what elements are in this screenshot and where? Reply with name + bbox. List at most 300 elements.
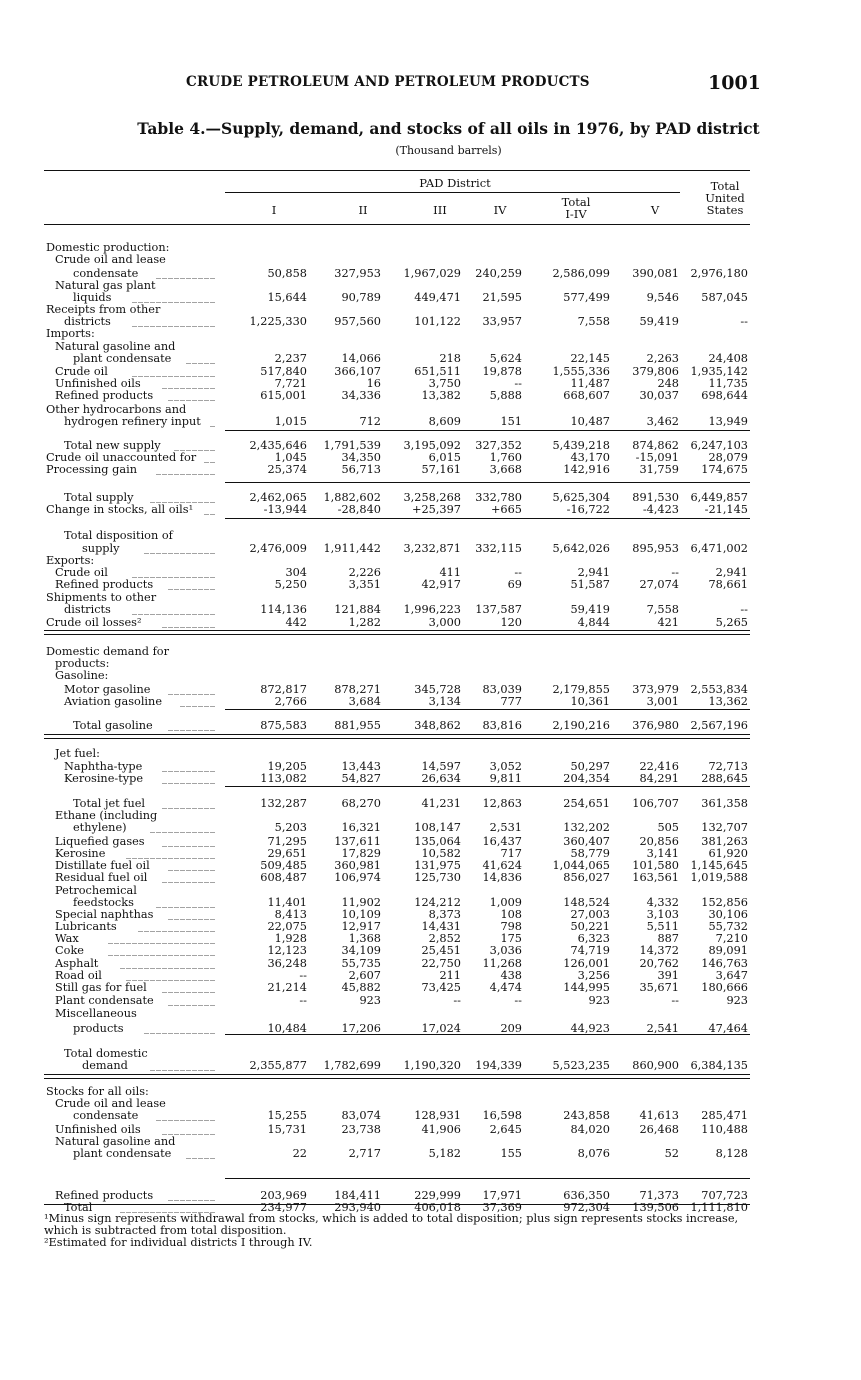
table-cell-col-2: 3,351 — [348, 578, 381, 591]
table-cell-col-4: +665 — [490, 503, 522, 516]
table-cell-col-2: 137,611 — [334, 835, 381, 848]
table-cell-col-6: 163,561 — [632, 871, 679, 884]
table-cell-col-5: 144,995 — [563, 981, 610, 994]
row-label: Coke — [55, 944, 84, 957]
row-label: products: — [55, 657, 110, 670]
footnote-1: ¹Minus sign represents withdrawal from stocks, which is added to total disposition; plus sign represents stocks increase, which is subtracted from total disposition. — [44, 1212, 739, 1237]
table-cell-col-4: 16,598 — [482, 1109, 522, 1122]
table-cell-col-2: 121,884 — [334, 603, 381, 616]
table-cell-col-4: 5,624 — [489, 352, 522, 365]
table-cell-col-7: -- — [740, 315, 748, 328]
table-cell-col-7: 2,567,196 — [690, 719, 748, 732]
table-cell-col-3: 108,147 — [414, 821, 461, 834]
table-cell-col-4: 4,474 — [489, 981, 522, 994]
table-cell-col-7: 72,713 — [708, 760, 748, 773]
table-cell-col-7: 1,111,810 — [690, 1201, 748, 1214]
row-label: Liquefied gases — [55, 835, 145, 848]
row-label: Kerosine-type — [64, 772, 144, 785]
table-cell-col-5: 27,003 — [570, 908, 610, 921]
table-cell-col-2: 1,782,699 — [323, 1059, 381, 1072]
row-label: Naphtha-type — [64, 760, 143, 773]
table-cell-col-5: 3,256 — [577, 969, 610, 982]
table-cell-col-2: 327,953 — [334, 267, 381, 280]
row-label: districts — [64, 315, 111, 328]
table-cell-col-2: 34,350 — [341, 451, 381, 464]
table-cell-col-2: 2,607 — [348, 969, 381, 982]
dot-leader: ___________ — [150, 492, 216, 503]
table-cell-col-4: 151 — [500, 415, 522, 428]
table-cell-col-6: 2,541 — [646, 1022, 679, 1035]
table-cell-col-1: -- — [299, 969, 307, 982]
table-cell-col-1: 8,413 — [274, 908, 307, 921]
table-cell-col-7: 78,661 — [708, 578, 748, 591]
table-cell-col-7: 180,666 — [701, 981, 748, 994]
table-cell-col-1: 5,203 — [274, 821, 307, 834]
table-cell-col-3: 218 — [439, 352, 461, 365]
table-cell-col-7: 587,045 — [701, 291, 748, 304]
dot-leader: _________ — [162, 836, 216, 847]
dot-leader: ______________ — [132, 366, 216, 377]
page-number: 1001 — [708, 72, 761, 94]
table-cell-col-6: 373,979 — [632, 683, 679, 696]
footnotes — [44, 1213, 744, 1249]
table-cell-col-1: 19,205 — [267, 760, 307, 773]
table-cell-col-2: 1,911,442 — [323, 542, 381, 555]
table-cell-col-4: 83,816 — [482, 719, 522, 732]
table-row — [0, 604, 861, 616]
table-row — [0, 579, 861, 591]
table-cell-col-3: 101,122 — [414, 315, 461, 328]
table-cell-col-6: 895,953 — [632, 542, 679, 555]
table-cell-col-6: -4,423 — [642, 503, 679, 516]
table-cell-col-6: -- — [671, 566, 679, 579]
dot-leader: _________ — [162, 982, 216, 993]
table-cell-col-2: 293,940 — [334, 1201, 381, 1214]
table-cell-col-7: 8,128 — [715, 1147, 748, 1160]
table-cell-col-7: 1,019,588 — [690, 871, 748, 884]
table-cell-col-2: 34,336 — [341, 389, 381, 402]
row-label: Change in stocks, all oils¹ — [46, 503, 194, 516]
row-label: Unfinished oils — [55, 377, 141, 390]
table-cell-col-3: 135,064 — [414, 835, 461, 848]
table-cell-col-6: 20,856 — [639, 835, 679, 848]
row-label: Wax — [55, 932, 79, 945]
table-cell-col-1: 132,287 — [260, 797, 307, 810]
table-cell-col-4: 69 — [507, 578, 522, 591]
row-label: Total disposition of — [64, 529, 173, 542]
table-cell-col-1: 875,583 — [260, 719, 307, 732]
table-cell-col-7: 6,384,135 — [690, 1059, 748, 1072]
table-row — [0, 504, 861, 516]
table-row — [0, 872, 861, 884]
table-row — [0, 617, 861, 629]
dot-leader: __________ — [156, 897, 216, 908]
table-cell-col-2: 55,735 — [341, 957, 381, 970]
table-cell-col-1: 203,969 — [260, 1189, 307, 1202]
table-cell-col-3: 345,728 — [414, 683, 461, 696]
row-label: condensate — [73, 1109, 139, 1122]
table-cell-col-4: 209 — [500, 1022, 522, 1035]
table-cell-col-1: 2,435,646 — [249, 439, 307, 452]
table-rule — [44, 1204, 750, 1205]
table-cell-col-5: 132,202 — [563, 821, 610, 834]
row-label: Special naphthas — [55, 908, 154, 921]
dot-leader: __________ — [156, 464, 216, 475]
dot-leader: ________ — [168, 390, 216, 401]
table-cell-col-5: 84,020 — [570, 1123, 610, 1136]
table-row — [0, 773, 861, 785]
dot-leader: _________ — [162, 761, 216, 772]
table-cell-col-3: 10,582 — [421, 847, 461, 860]
table-cell-col-5: 668,607 — [563, 389, 610, 402]
table-cell-col-2: 878,271 — [334, 683, 381, 696]
dot-leader: _________ — [162, 872, 216, 883]
dot-leader: __________ — [156, 268, 216, 279]
table-cell-col-7: 6,247,103 — [690, 439, 748, 452]
dot-leader: ________________ — [120, 958, 216, 969]
table-cell-col-4: -- — [514, 566, 522, 579]
table-cell-col-1: 872,817 — [260, 683, 307, 696]
table-cell-col-5: 59,419 — [570, 603, 610, 616]
table-cell-col-6: 860,900 — [632, 1059, 679, 1072]
table-cell-col-3: 13,382 — [421, 389, 461, 402]
table-cell-col-6: 27,074 — [639, 578, 679, 591]
table-cell-col-7: 2,976,180 — [690, 267, 748, 280]
running-head-title: CRUDE PETROLEUM AND PETROLEUM PRODUCTS — [186, 74, 590, 90]
row-label: Total gasoline — [73, 719, 153, 732]
dot-leader: ________________ — [120, 1202, 216, 1213]
table-cell-col-4: 798 — [500, 920, 522, 933]
table-cell-col-1: 15,644 — [267, 291, 307, 304]
dot-leader: _______________ — [126, 848, 216, 859]
table-cell-col-2: 56,713 — [341, 463, 381, 476]
table-cell-col-2: 712 — [359, 415, 381, 428]
table-cell-col-1: 615,001 — [260, 389, 307, 402]
table-cell-col-5: 6,323 — [577, 932, 610, 945]
table-cell-col-6: -15,091 — [635, 451, 679, 464]
table-cell-col-1: 2,462,065 — [249, 491, 307, 504]
table-cell-col-6: 3,462 — [646, 415, 679, 428]
dot-leader: ________ — [168, 1190, 216, 1201]
table-cell-col-5: 636,350 — [563, 1189, 610, 1202]
table-cell-col-3: 125,730 — [414, 871, 461, 884]
table-cell-col-5: 360,407 — [563, 835, 610, 848]
table-cell-col-1: 22 — [292, 1147, 307, 1160]
table-cell-col-5: 972,304 — [563, 1201, 610, 1214]
table-cell-col-5: 2,190,216 — [552, 719, 610, 732]
row-label: Jet fuel: — [55, 747, 100, 760]
table-cell-col-7: 89,091 — [708, 944, 748, 957]
table-cell-col-4: 155 — [500, 1147, 522, 1160]
row-label: Still gas for fuel — [55, 981, 147, 994]
dot-leader: _________ — [162, 798, 216, 809]
table-cell-col-4: 19,878 — [482, 365, 522, 378]
table-rule — [225, 518, 750, 519]
dot-leader: _________ — [162, 617, 216, 628]
table-cell-col-3: 3,232,871 — [403, 542, 461, 555]
row-label: Distillate fuel oil — [55, 859, 150, 872]
row-label: Gasoline: — [55, 669, 109, 682]
row-label: Processing gain — [46, 463, 137, 476]
dot-leader: _________ — [162, 378, 216, 389]
dot-leader: ________ — [168, 995, 216, 1006]
table-rule — [225, 482, 750, 483]
table-cell-col-3: 124,212 — [414, 896, 461, 909]
table-cell-col-6: 4,332 — [646, 896, 679, 909]
row-label: Natural gasoline and — [55, 340, 176, 353]
table-cell-col-6: 31,759 — [639, 463, 679, 476]
table-cell-col-6: 52 — [664, 1147, 679, 1160]
table-cell-col-2: 106,974 — [334, 871, 381, 884]
column-header-5: Total I-IV — [561, 195, 591, 221]
dot-leader: _____________ — [138, 921, 216, 932]
table-cell-col-3: 57,161 — [421, 463, 461, 476]
table-cell-col-5: 204,354 — [563, 772, 610, 785]
table-cell-col-5: 856,027 — [563, 871, 610, 884]
table-cell-col-1: 304 — [285, 566, 307, 579]
row-label: Motor gasoline — [64, 683, 151, 696]
row-label: Total supply — [64, 491, 134, 504]
table-cell-col-2: 2,226 — [348, 566, 381, 579]
table-cell-col-7: 6,471,002 — [690, 542, 748, 555]
table-cell-col-4: 3,668 — [489, 463, 522, 476]
table-cell-col-7: 11,735 — [708, 377, 748, 390]
table-cell-col-4: 37,369 — [482, 1201, 522, 1214]
table-cell-col-4: 17,971 — [482, 1189, 522, 1202]
table-cell-col-7: 24,408 — [708, 352, 748, 365]
table-cell-col-6: 106,707 — [632, 797, 679, 810]
table-cell-col-3: 73,425 — [421, 981, 461, 994]
table-cell-col-4: -- — [514, 994, 522, 1007]
table-cell-col-3: 406,018 — [414, 1201, 461, 1214]
row-label: Asphalt — [55, 957, 99, 970]
row-label: Road oil — [55, 969, 102, 982]
table-cell-col-3: 3,258,268 — [403, 491, 461, 504]
row-label: ethylene) — [73, 821, 127, 834]
table-cell-col-3: 14,597 — [421, 760, 461, 773]
table-row — [0, 1110, 861, 1122]
table-cell-col-6: 887 — [657, 932, 679, 945]
table-cell-col-6: 421 — [657, 616, 679, 629]
table-cell-col-5: 2,941 — [577, 566, 610, 579]
table-cell-col-1: 509,485 — [260, 859, 307, 872]
table-cell-col-3: 3,134 — [428, 695, 461, 708]
row-label: demand — [82, 1059, 128, 1072]
table-cell-col-6: 7,558 — [646, 603, 679, 616]
table-cell-col-1: 25,374 — [267, 463, 307, 476]
table-cell-col-2: 16,321 — [341, 821, 381, 834]
table-cell-col-6: 379,806 — [632, 365, 679, 378]
table-cell-col-7: 61,920 — [708, 847, 748, 860]
table-cell-col-4: 194,339 — [475, 1059, 522, 1072]
table-cell-col-1: 2,766 — [274, 695, 307, 708]
table-row — [0, 658, 861, 670]
row-label: Refined products — [55, 1189, 154, 1202]
row-label: hydrogen refinery input — [64, 415, 201, 428]
table-cell-col-1: 2,237 — [274, 352, 307, 365]
table-cell-col-6: 505 — [657, 821, 679, 834]
row-label: Lubricants — [55, 920, 117, 933]
table-cell-col-5: 577,499 — [563, 291, 610, 304]
row-label: feedstocks — [73, 896, 134, 909]
row-label: Kerosine — [55, 847, 106, 860]
table-cell-col-3: 22,750 — [421, 957, 461, 970]
table-cell-col-1: 2,476,009 — [249, 542, 307, 555]
row-label: Total new supply — [64, 439, 161, 452]
table-row — [0, 254, 861, 266]
table-cell-col-6: 891,530 — [632, 491, 679, 504]
dot-leader: __________________ — [108, 933, 216, 944]
table-cell-col-2: 923 — [359, 994, 381, 1007]
footnote-2: ²Estimated for individual districts I through IV. — [44, 1236, 313, 1249]
table-cell-col-5: 10,487 — [570, 415, 610, 428]
table-cell-col-5: -16,722 — [566, 503, 610, 516]
table-cell-col-5: 51,587 — [570, 578, 610, 591]
table-rule — [225, 709, 750, 710]
table-cell-col-2: 13,443 — [341, 760, 381, 773]
dot-leader: ______________ — [132, 604, 216, 615]
table-row — [0, 995, 861, 1007]
table-cell-col-7: 1,145,645 — [690, 859, 748, 872]
table-cell-col-5: 243,858 — [563, 1109, 610, 1122]
table-cell-col-2: 3,684 — [348, 695, 381, 708]
table-cell-col-1: 2,355,877 — [249, 1059, 307, 1072]
row-label: products — [73, 1022, 124, 1035]
table-cell-col-7: 923 — [726, 994, 748, 1007]
table-cell-col-6: 14,372 — [639, 944, 679, 957]
table-cell-col-7: 707,723 — [701, 1189, 748, 1202]
table-cell-col-7: 152,856 — [701, 896, 748, 909]
table-cell-col-7: 288,645 — [701, 772, 748, 785]
row-label: districts — [64, 603, 111, 616]
table-cell-col-4: 108 — [500, 908, 522, 921]
table-cell-col-1: 29,651 — [267, 847, 307, 860]
dot-leader: ______ — [180, 696, 216, 707]
row-label: Crude oil and lease — [55, 253, 166, 266]
table-cell-col-7: 13,362 — [708, 695, 748, 708]
table-cell-col-3: 41,231 — [421, 797, 461, 810]
table-cell-col-1: 15,255 — [267, 1109, 307, 1122]
table-cell-col-3: +25,397 — [412, 503, 461, 516]
dot-leader: ________ — [168, 860, 216, 871]
table-cell-col-6: 35,671 — [639, 981, 679, 994]
table-cell-col-1: 22,075 — [267, 920, 307, 933]
table-cell-col-1: -- — [299, 994, 307, 1007]
table-cell-col-4: 2,531 — [489, 821, 522, 834]
table-cell-col-5: 10,361 — [570, 695, 610, 708]
dot-leader: _____ — [186, 353, 216, 364]
table-cell-col-7: 110,488 — [701, 1123, 748, 1136]
table-cell-col-5: 8,076 — [577, 1147, 610, 1160]
table-cell-col-2: 17,206 — [341, 1022, 381, 1035]
table-cell-col-7: 2,941 — [715, 566, 748, 579]
table-cell-col-4: 137,587 — [475, 603, 522, 616]
table-cell-col-6: 391 — [657, 969, 679, 982]
table-cell-col-7: -21,145 — [704, 503, 748, 516]
table-row — [0, 543, 861, 555]
row-label: Domestic demand for — [46, 645, 169, 658]
table-cell-col-7: 6,449,857 — [690, 491, 748, 504]
table-cell-col-2: 45,882 — [341, 981, 381, 994]
table-cell-col-2: 16 — [366, 377, 381, 390]
column-header-2: II — [358, 203, 368, 217]
dot-leader: _______________ — [126, 970, 216, 981]
row-label: Plant condensate — [55, 994, 154, 1007]
dot-leader: ___________ — [150, 1060, 216, 1071]
table-cell-col-6: 5,511 — [646, 920, 679, 933]
dot-leader: ________ — [168, 909, 216, 920]
dot-leader: _____ — [186, 1148, 216, 1159]
table-cell-col-7: 2,553,834 — [690, 683, 748, 696]
row-label: Miscellaneous — [55, 1007, 137, 1020]
table-cell-col-6: 30,037 — [639, 389, 679, 402]
table-cell-col-4: 717 — [500, 847, 522, 860]
row-label: Domestic production: — [46, 241, 170, 254]
table-cell-col-3: 8,373 — [428, 908, 461, 921]
table-cell-col-3: 128,931 — [414, 1109, 461, 1122]
table-cell-col-3: 42,917 — [421, 578, 461, 591]
table-cell-col-3: 26,634 — [421, 772, 461, 785]
dot-leader: ____________ — [144, 1023, 216, 1034]
table-row — [0, 353, 861, 365]
table-cell-col-4: 240,259 — [475, 267, 522, 280]
table-cell-col-4: 175 — [500, 932, 522, 945]
table-cell-col-4: 438 — [500, 969, 522, 982]
table-row — [0, 670, 861, 682]
table-cell-col-4: -- — [514, 377, 522, 390]
table-rule — [44, 1078, 750, 1079]
table-row — [0, 416, 861, 428]
table-cell-col-6: 3,001 — [646, 695, 679, 708]
dot-leader: ____________ — [144, 543, 216, 554]
table-cell-col-5: 50,221 — [570, 920, 610, 933]
table-cell-col-1: 113,082 — [260, 772, 307, 785]
table-cell-col-3: 25,451 — [421, 944, 461, 957]
table-cell-col-7: 174,675 — [701, 463, 748, 476]
row-label: Ethane (including — [55, 809, 158, 822]
table-cell-col-4: 33,957 — [482, 315, 522, 328]
table-cell-col-2: 11,902 — [341, 896, 381, 909]
column-group-header: PAD District — [419, 176, 491, 190]
row-label: Total — [64, 1201, 93, 1214]
table-cell-col-6: 390,081 — [632, 267, 679, 280]
table-cell-col-2: 1,368 — [348, 932, 381, 945]
row-label: condensate — [73, 267, 139, 280]
table-cell-col-4: 3,036 — [489, 944, 522, 957]
table-cell-col-1: 608,487 — [260, 871, 307, 884]
dot-leader: ______________ — [132, 567, 216, 578]
row-label: Refined products — [55, 389, 154, 402]
table-cell-col-4: 16,437 — [482, 835, 522, 848]
table-cell-col-4: 777 — [500, 695, 522, 708]
table-cell-col-4: 1,760 — [489, 451, 522, 464]
table-cell-col-2: 54,827 — [341, 772, 381, 785]
table-cell-col-7: 47,464 — [708, 1022, 748, 1035]
table-cell-col-6: -- — [671, 994, 679, 1007]
table-cell-col-3: 3,195,092 — [403, 439, 461, 452]
table-cell-col-7: 5,265 — [715, 616, 748, 629]
table-cell-col-5: 148,524 — [563, 896, 610, 909]
table-cell-col-3: -- — [453, 994, 461, 1007]
row-label: Exports: — [46, 554, 95, 567]
row-label: Aviation gasoline — [64, 695, 163, 708]
table-cell-col-6: 59,419 — [639, 315, 679, 328]
table-cell-col-3: 17,024 — [421, 1022, 461, 1035]
table-cell-col-4: 2,645 — [489, 1123, 522, 1136]
table-cell-col-4: 1,009 — [489, 896, 522, 909]
table-cell-col-7: 381,263 — [701, 835, 748, 848]
row-label: Unfinished oils — [55, 1123, 141, 1136]
